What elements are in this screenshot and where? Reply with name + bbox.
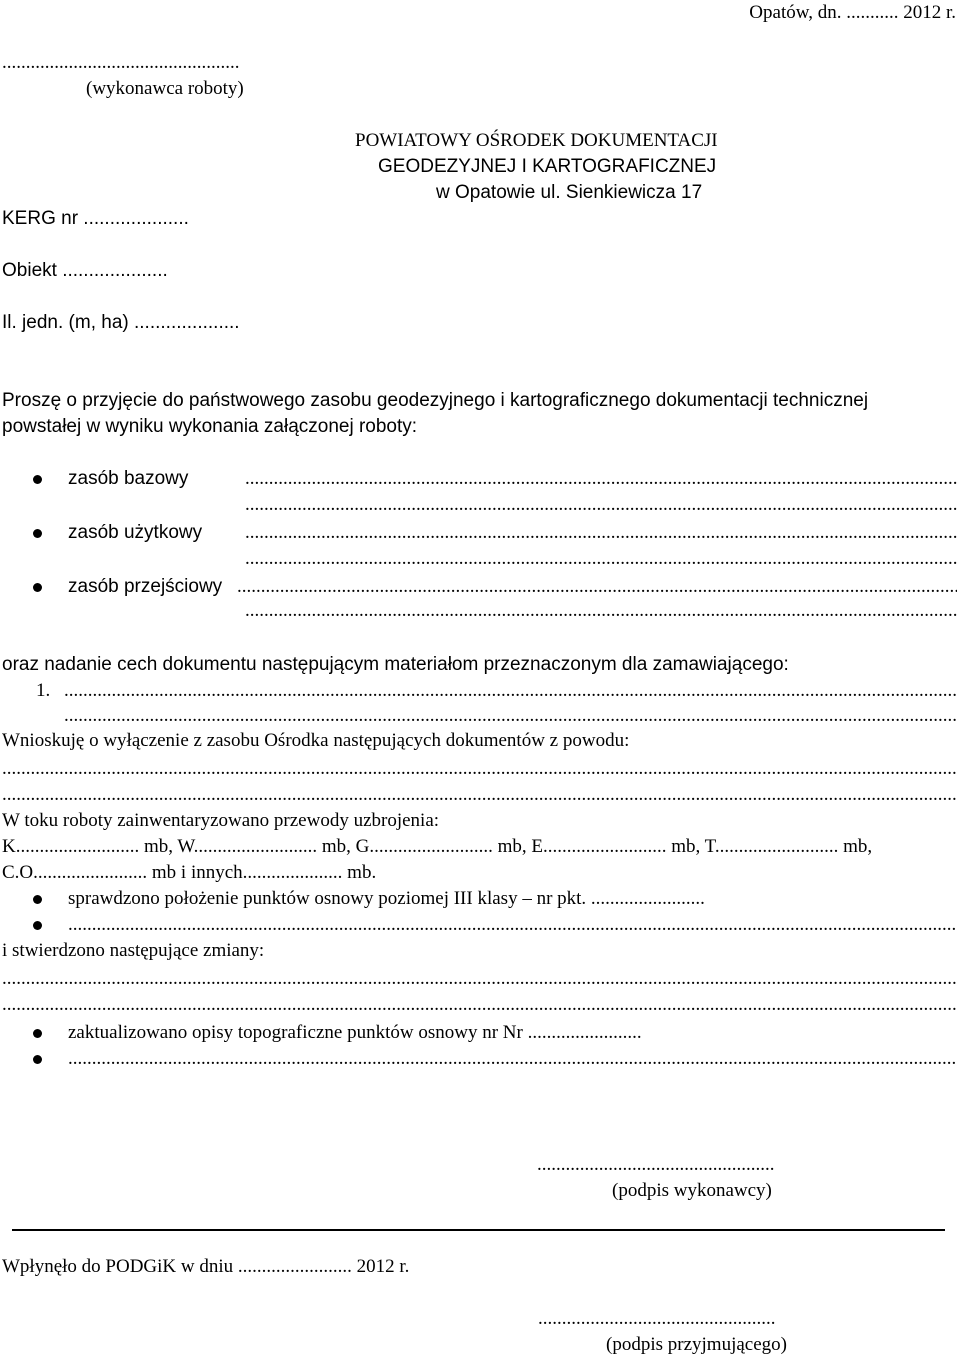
fill-line: [245, 600, 957, 622]
contractor-signature-dots: ..................................................: [537, 1154, 775, 1175]
list-item-transitional-resource: zasób przejściowy: [68, 576, 223, 597]
kerg-number: KERG nr ....................: [2, 208, 189, 229]
receiver-signature-dots: ..................................................: [538, 1308, 776, 1329]
received-date: Wpłynęło do PODGiK w dniu ........................ 2012 r.: [2, 1256, 410, 1277]
list-bullet: [33, 1055, 42, 1064]
units-field: Il. jedn. (m, ha) ....................: [2, 312, 240, 333]
fill-line: [245, 468, 957, 490]
fill-line: [237, 576, 957, 598]
inventory-row1: K.......................... mb, W.......................... mb, G.......................... mb, E.......................... mb, T.......................... mb,: [2, 836, 873, 857]
features-item-number: 1.: [36, 680, 51, 701]
fill-line: [2, 994, 957, 1016]
exclusion-line: Wnioskuję o wyłączenie z zasobu Ośrodka następujących dokumentów z powodu:: [2, 730, 630, 751]
inventory-row2: C.O........................ mb i innych..................... mb.: [2, 862, 377, 883]
fill-line: [2, 758, 957, 780]
fill-line: [245, 494, 957, 516]
inventory-line: W toku roboty zainwentaryzowano przewody uzbrojenia:: [2, 810, 440, 831]
contractor-label: (wykonawca roboty): [86, 78, 244, 99]
list-bullet: [33, 1029, 42, 1038]
contractor-dots: ..................................................: [2, 52, 240, 73]
office-name-line1: POWIATOWY OŚRODEK DOKUMENTACJI: [355, 130, 718, 151]
features-line: oraz nadanie cech dokumentu następującym materiałom przeznaczonym dla zamawiającego:: [2, 654, 789, 675]
fill-line: [64, 705, 957, 727]
fill-line: [68, 1048, 957, 1070]
office-name-line2: GEODEZYJNEJ I KARTOGRAFICZNEJ: [378, 156, 717, 177]
list-bullet: [33, 529, 42, 538]
object-field: Obiekt ....................: [2, 260, 168, 281]
office-address: w Opatowie ul. Sienkiewicza 17: [436, 182, 703, 203]
place-date: Opatów, dn. ........... 2012 r.: [749, 2, 956, 23]
changes-line: i stwierdzono następujące zmiany:: [2, 940, 265, 961]
fill-line: [64, 680, 957, 702]
control-points-check: sprawdzono położenie punktów osnowy poziomej III klasy – nr pkt. ........................: [68, 888, 705, 909]
fill-line: [68, 914, 957, 936]
request-line1: Proszę o przyjęcie do państwowego zasobu geodezyjnego i kartograficznego dokumentacji technicznej: [2, 390, 869, 411]
divider: [12, 1229, 945, 1231]
list-bullet: [33, 921, 42, 930]
fill-line: [2, 968, 957, 990]
topographic-update: zaktualizowano opisy topograficzne punktów osnowy nr Nr ........................: [68, 1022, 642, 1043]
list-bullet: [33, 475, 42, 484]
list-bullet: [33, 583, 42, 592]
request-line2: powstałej w wyniku wykonania załączonej roboty:: [2, 416, 418, 437]
contractor-signature-label: (podpis wykonawcy): [612, 1180, 772, 1201]
fill-line: [245, 522, 957, 544]
receiver-signature-label: (podpis przyjmującego): [606, 1334, 787, 1355]
list-item-base-resource: zasób bazowy: [68, 468, 189, 489]
fill-line: [2, 784, 957, 806]
list-bullet: [33, 895, 42, 904]
fill-line: [245, 548, 957, 570]
list-item-user-resource: zasób użytkowy: [68, 522, 203, 543]
